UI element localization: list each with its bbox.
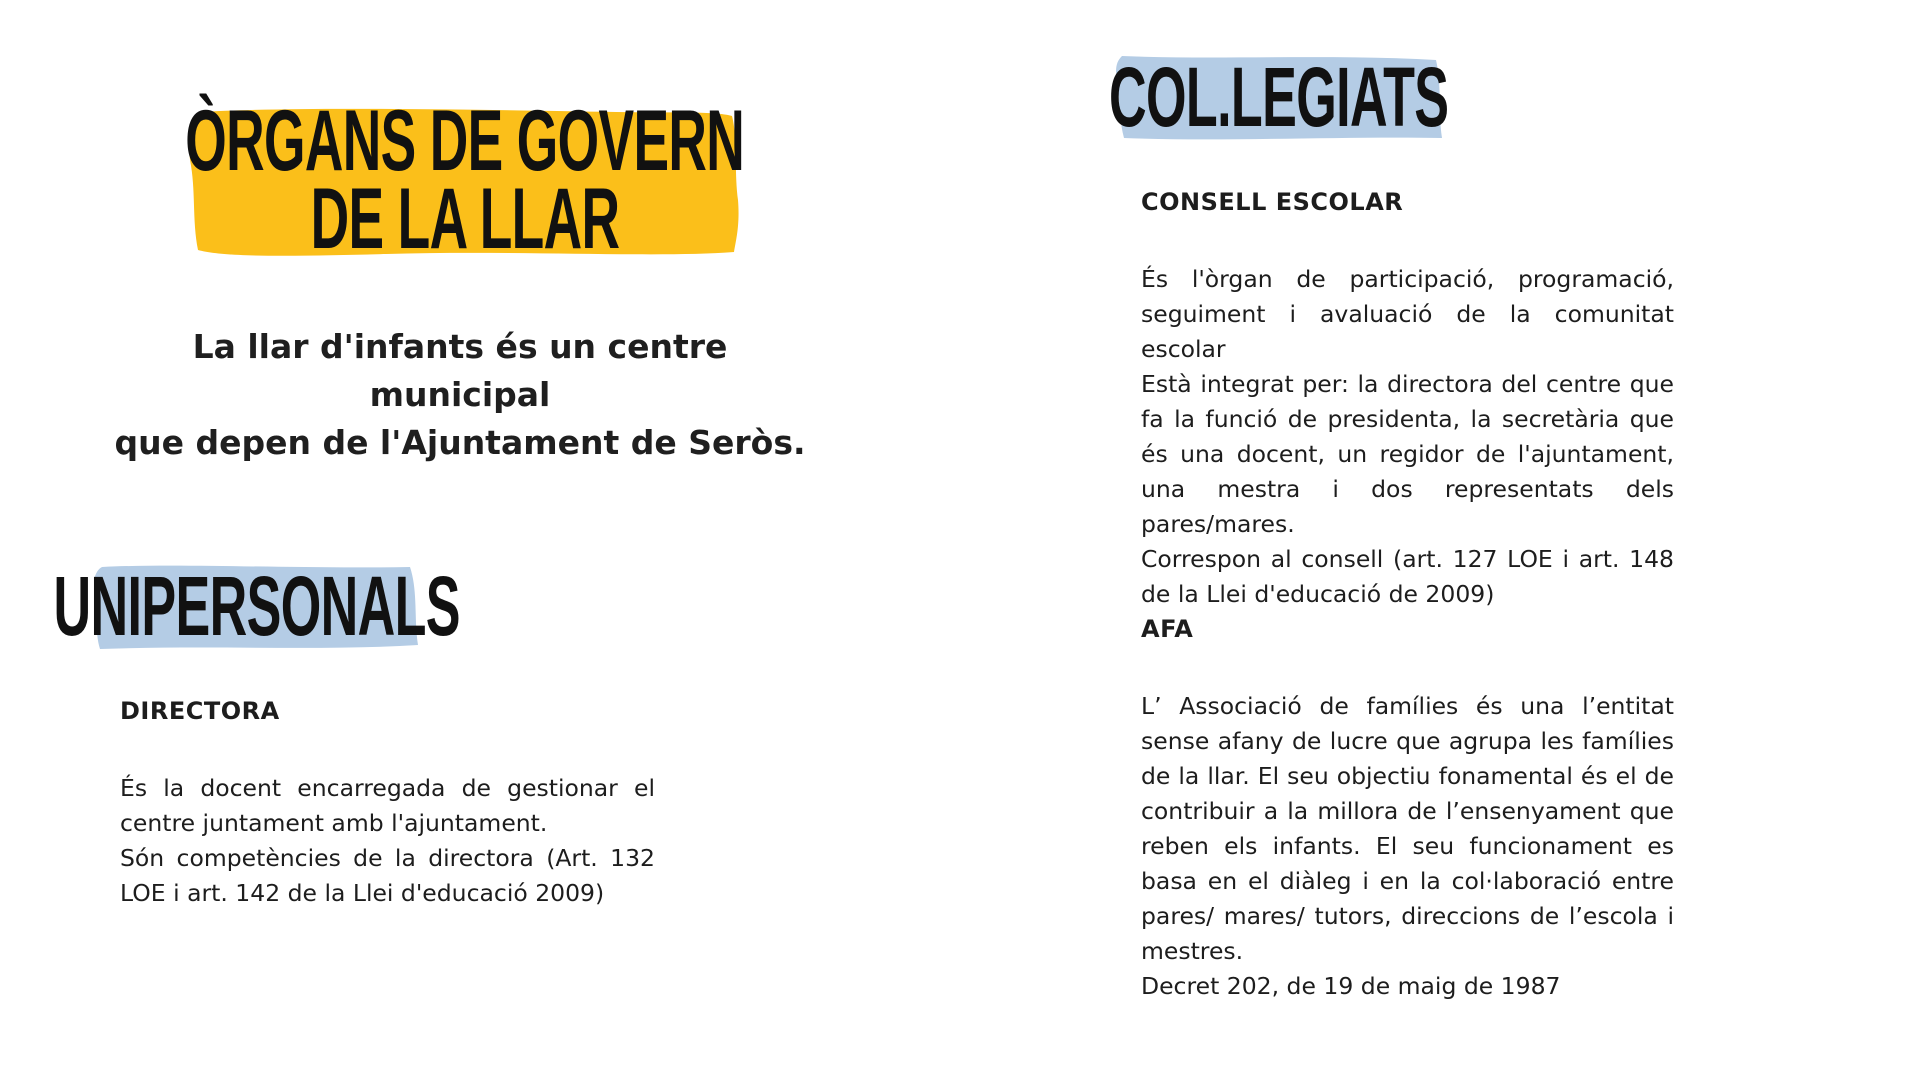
collegiats-title xyxy=(1109,50,1449,144)
intro-line-1: La llar d'infants és un centre municipal xyxy=(192,327,728,414)
consell-escolar-heading: CONSELL ESCOLAR xyxy=(1141,188,1404,216)
afa-description xyxy=(1141,689,1674,1004)
consell-escolar-description xyxy=(1141,262,1674,612)
consell-paragraph-2: Està integrat per: la directora del centre que fa la funció de presidenta, la secretària que és una docent, un regidor de l'ajuntament, una mestra i dos representats dels pares/mares. xyxy=(1141,370,1674,538)
unipersonals-title xyxy=(53,559,461,653)
directora-description xyxy=(120,771,655,911)
intro-text xyxy=(100,323,820,467)
afa-paragraph-1: L’ Associació de famílies és una l’entitat sense afany de lucre que agrupa les famílies de la llar. El seu objectiu fonamental és el de contribuir a la millora de l’ensenyament que reben els infants. El seu funcionament es basa en el diàleg i en la col·laboració entre pares/ mares/ tutors, direccions de l’escola i mestres. xyxy=(1141,692,1674,965)
directora-paragraph-2: Són competències de la directora (Art. 132 LOE i art. 142 de la Llei d'educació 2009) xyxy=(120,844,655,907)
main-title-highlight xyxy=(185,93,745,267)
directora-paragraph-1: És la docent encarregada de gestionar el centre juntament amb l'ajuntament. xyxy=(120,774,655,837)
afa-paragraph-2: Decret 202, de 19 de maig de 1987 xyxy=(1141,972,1561,1000)
afa-heading: AFA xyxy=(1141,615,1194,643)
intro-line-2: que depen de l'Ajuntament de Seròs. xyxy=(114,423,806,462)
collegiats-title-text: COL.LEGIATS xyxy=(1109,50,1449,144)
page-title-line-2: DE LA LLAR xyxy=(310,171,620,267)
consell-paragraph-3: Correspon al consell (art. 127 LOE i art. 148 de la Llei d'educació de 2009) xyxy=(1141,545,1674,608)
directora-heading: DIRECTORA xyxy=(120,697,280,725)
page-title-line-1: ÒRGANS DE GOVERN xyxy=(185,93,745,189)
page-title xyxy=(185,93,745,267)
collegiats-highlight xyxy=(1109,50,1449,144)
unipersonals-title-text: UNIPERSONALS xyxy=(53,559,461,653)
unipersonals-highlight xyxy=(53,559,461,653)
consell-paragraph-1: És l'òrgan de participació, programació, seguiment i avaluació de la comunitat escolar xyxy=(1141,265,1674,363)
